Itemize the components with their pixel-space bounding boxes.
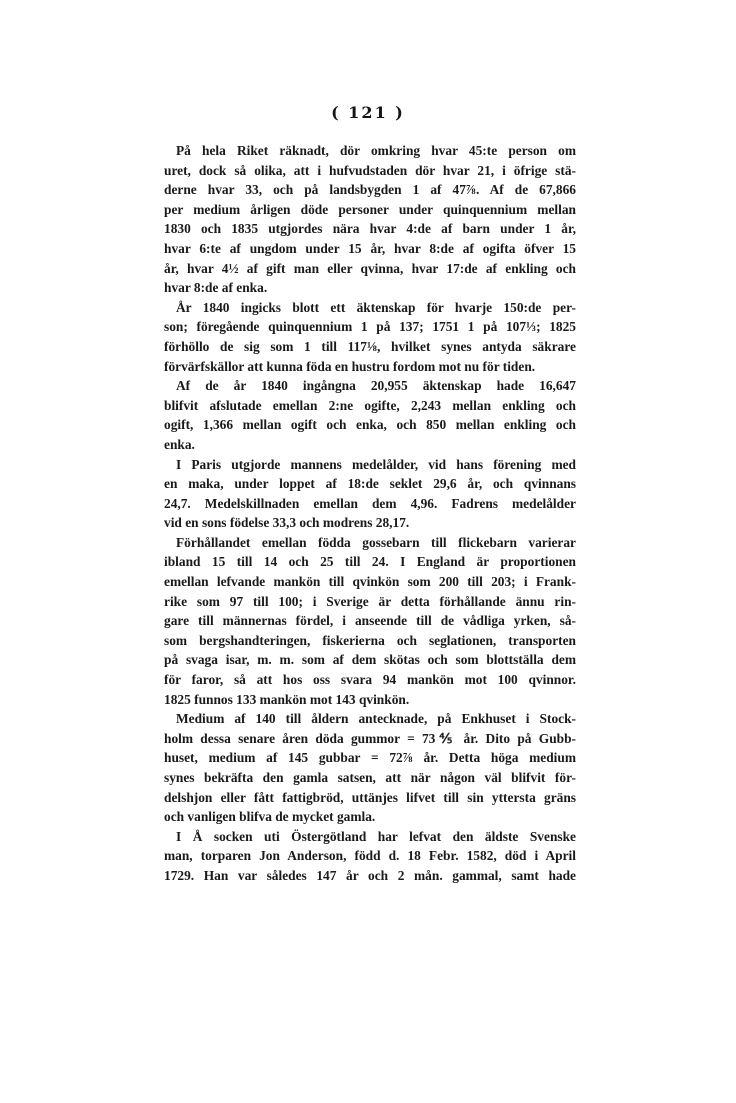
paragraph (164, 141, 576, 298)
text-line: en maka, under loppet af 18:de seklet 29,6 år, och qvinnans (164, 476, 576, 492)
text-line: Förhållandet emellan födda gossebarn till flickebarn varierar (176, 534, 576, 550)
text-line: enka. (164, 436, 195, 452)
text-line: år, hvar 4½ af gift man eller qvinna, hvar 17:de af enkling och (164, 260, 576, 276)
paragraph (164, 455, 576, 533)
paragraph (164, 298, 576, 376)
text-line: holm dessa senare åren döda gummor = 73⅘ år. Dito på Gubb- (164, 730, 576, 746)
text-line: på svaga isar, m. m. som af dem skötas och som blottställa dem (164, 652, 576, 668)
text-line: för faror, så att hos oss svara 94 mankön mot 100 qvinnor. (164, 672, 576, 688)
text-line: emellan lefvande mankön till qvinkön som 200 till 203; i Frank- (164, 574, 576, 590)
text-line: ogift, 1,366 mellan ogift och enka, och 850 mellan enkling och (164, 417, 576, 433)
text-line: blifvit afslutade emellan 2:ne ogifte, 2,243 mellan enkling och (164, 397, 576, 413)
text-line: 1729. Han var således 147 år och 2 mån. gammal, samt hade (164, 867, 576, 883)
text-line: gare till männernas fördel, i anseende till de vådliga yrken, så- (164, 613, 576, 629)
paragraph (164, 709, 576, 827)
text-line: per medium årligen döde personer under quinquennium mellan (164, 201, 576, 217)
body-text (164, 141, 576, 886)
text-line: man, torparen Jon Anderson, född d. 18 Febr. 1582, död i April (164, 848, 576, 864)
text-line: huset, medium af 145 gubbar = 72⅞ år. Detta höga medium (164, 750, 576, 766)
text-line: 1830 och 1835 utgjordes nära hvar 4:de af barn under 1 år, (164, 221, 576, 237)
text-line: synes bekräfta den gamla satsen, att när någon väl blifvit för- (164, 770, 576, 785)
text-line: År 1840 ingicks blott ett äktenskap för hvarje 150:de per- (176, 299, 576, 315)
paragraph (164, 533, 576, 709)
text-line: 1825 funnos 133 mankön mot 143 qvinkön. (164, 691, 410, 707)
text-line: rike som 97 till 100; i Sverige är detta förhållande ännu rin- (164, 593, 576, 609)
text-line: Af de år 1840 ingångna 20,955 äktenskap hade 16,647 (176, 378, 576, 394)
text-line: förvärfskällor att kunna föda en hustru fordom mot nu för tiden. (164, 358, 536, 374)
paragraph (164, 376, 576, 454)
page-number: ( 121 ) (331, 103, 405, 122)
text-line: I Å socken uti Östergötland har lefvat den äldste Svenske (176, 828, 576, 844)
text-line: delshjon eller fått fattigbröd, uttänjes lifvet till sin yttersta gräns (164, 789, 576, 805)
text-line: 24,7. Medelskillnaden emellan dem 4,96. Fadrens medelålder (164, 495, 576, 511)
text-line: I Paris utgjorde mannens medelålder, vid hans förening med (176, 456, 576, 472)
text-line: uret, dock så olika, att i hufvudstaden dör hvar 21, i öfrige stä- (164, 162, 576, 178)
text-line: son; föregående quinquennium 1 på 137; 1751 1 på 107⅓; 1825 (164, 319, 576, 335)
text-line: På hela Riket räknadt, dör omkring hvar 45:te person om (176, 143, 576, 158)
text-line: Medium af 140 till åldern antecknade, på Enkhuset i Stock- (176, 711, 576, 727)
text-line: och vanligen blifva de mycket gamla. (164, 809, 376, 825)
paragraph (164, 827, 576, 886)
text-line: hvar 8:de af enka. (164, 280, 268, 296)
text-line: vid en sons födelse 33,3 och modrens 28,17. (164, 515, 410, 531)
text-line: derne hvar 33, och på landsbygden 1 af 47⅞. Af de 67,866 (164, 182, 576, 198)
text-line: förhöllo de sig som 1 till 117⅛, hvilket synes antyda säkrare (164, 338, 576, 354)
text-line: ibland 15 till 14 och 25 till 24. I England är proportionen (164, 554, 576, 570)
text-line: hvar 6:te af ungdom under 15 år, hvar 8:de af ogifta öfver 15 (164, 240, 576, 256)
text-line: som bergshandteringen, fiskerierna och seglationen, transporten (164, 632, 576, 648)
